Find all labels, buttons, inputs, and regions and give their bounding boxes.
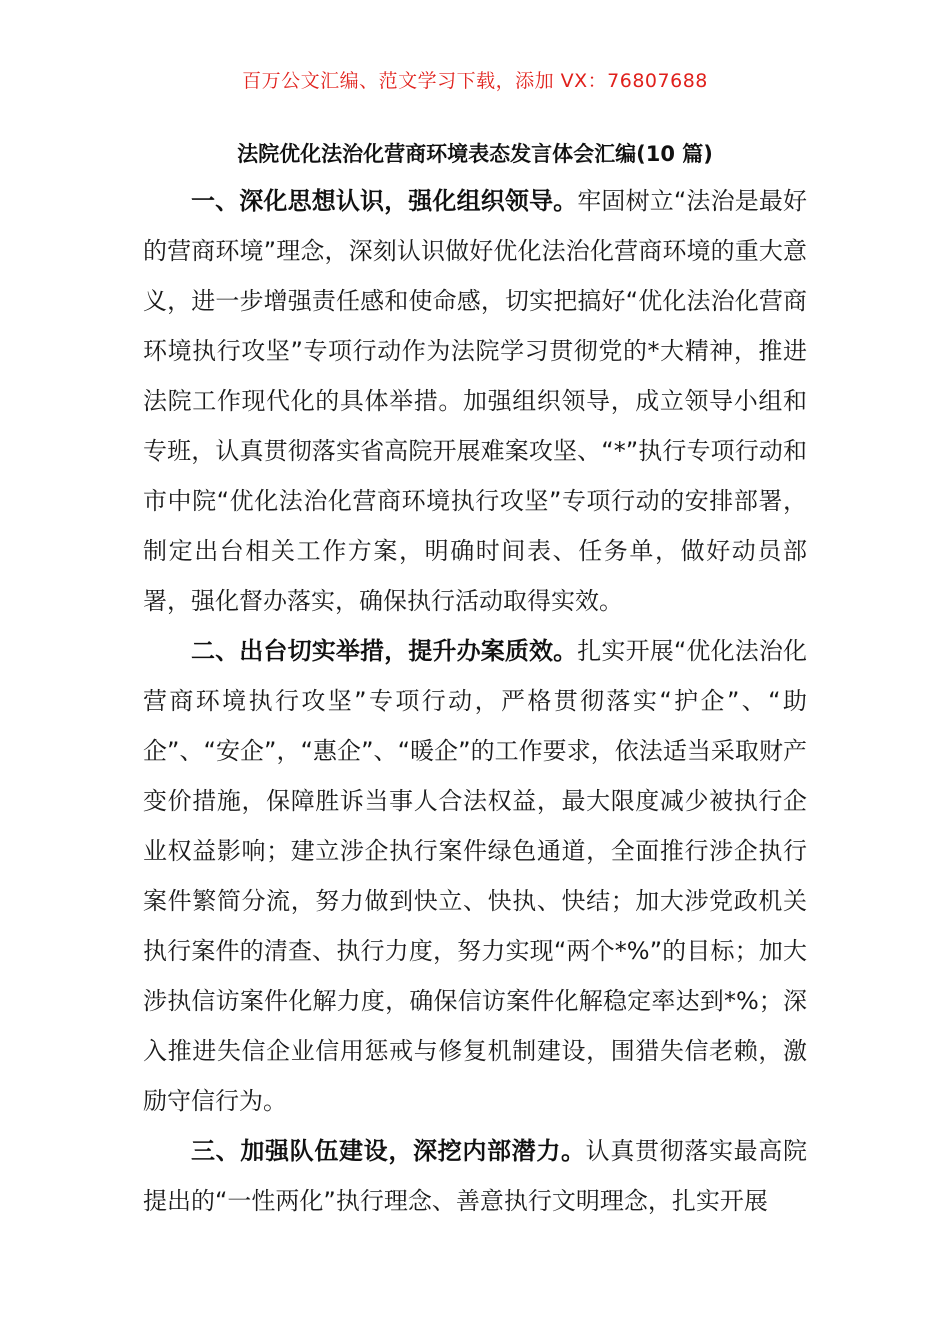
- header-banner: 百万公文汇编、范文学习下载，添加 VX：76807688: [242, 70, 708, 92]
- document-body: [143, 176, 807, 1226]
- document-title: 法院优化法治化营商环境表态发言体会汇编(10 篇): [237, 142, 713, 166]
- paragraph-2: [143, 626, 807, 1126]
- paragraph-2-text: 扎实开展“优化法治化营商环境执行攻坚”专项行动，严格贯彻落实“护企”、“助企”、“安企”，“惠企”、“暖企”的工作要求，依法适当采取财产变价措施，保障胜诉当事人合法权益，最大限度减少被执行企业权益影响；建立涉企执行案件绿色通道，全面推行涉企执行案件繁简分流，努力做到快立、快执、快结；加大涉党政机关执行案件的清查、执行力度，努力实现“两个*%”的目标；加大涉执信访案件化解力度，确保信访案件化解稳定率达到*%；深入推进失信企业信用惩戒与修复机制建设，围猎失信老赖，激励守信行为。: [143, 637, 807, 1115]
- paragraph-1: [143, 176, 807, 626]
- paragraph-3-text: 认真贯彻落实最高院提出的“一性两化”执行理念、善意执行文明理念，扎实开展: [143, 1137, 808, 1215]
- paragraph-1-text: 牢固树立“法治是最好的营商环境”理念，深刻认识做好优化法治化营商环境的重大意义，进一步增强责任感和使命感，切实把搞好“优化法治化营商环境执行攻坚”专项行动作为法院学习贯彻党的*大精神，推进法院工作现代化的具体举措。加强组织领导，成立领导小组和专班，认真贯彻落实省高院开展难案攻坚、“*”执行专项行动和市中院“优化法治化营商环境执行攻坚”专项行动的安排部署，制定出台相关工作方案，明确时间表、任务单，做好动员部署，强化督办落实，确保执行活动取得实效。: [143, 187, 807, 615]
- paragraph-2-heading: 二、出台切实举措，提升办案质效。: [191, 637, 578, 665]
- paragraph-1-heading: 一、深化思想认识，强化组织领导。: [191, 187, 578, 215]
- paragraph-3: [143, 1126, 807, 1226]
- paragraph-3-heading: 三、加强队伍建设，深挖内部潜力。: [191, 1137, 586, 1165]
